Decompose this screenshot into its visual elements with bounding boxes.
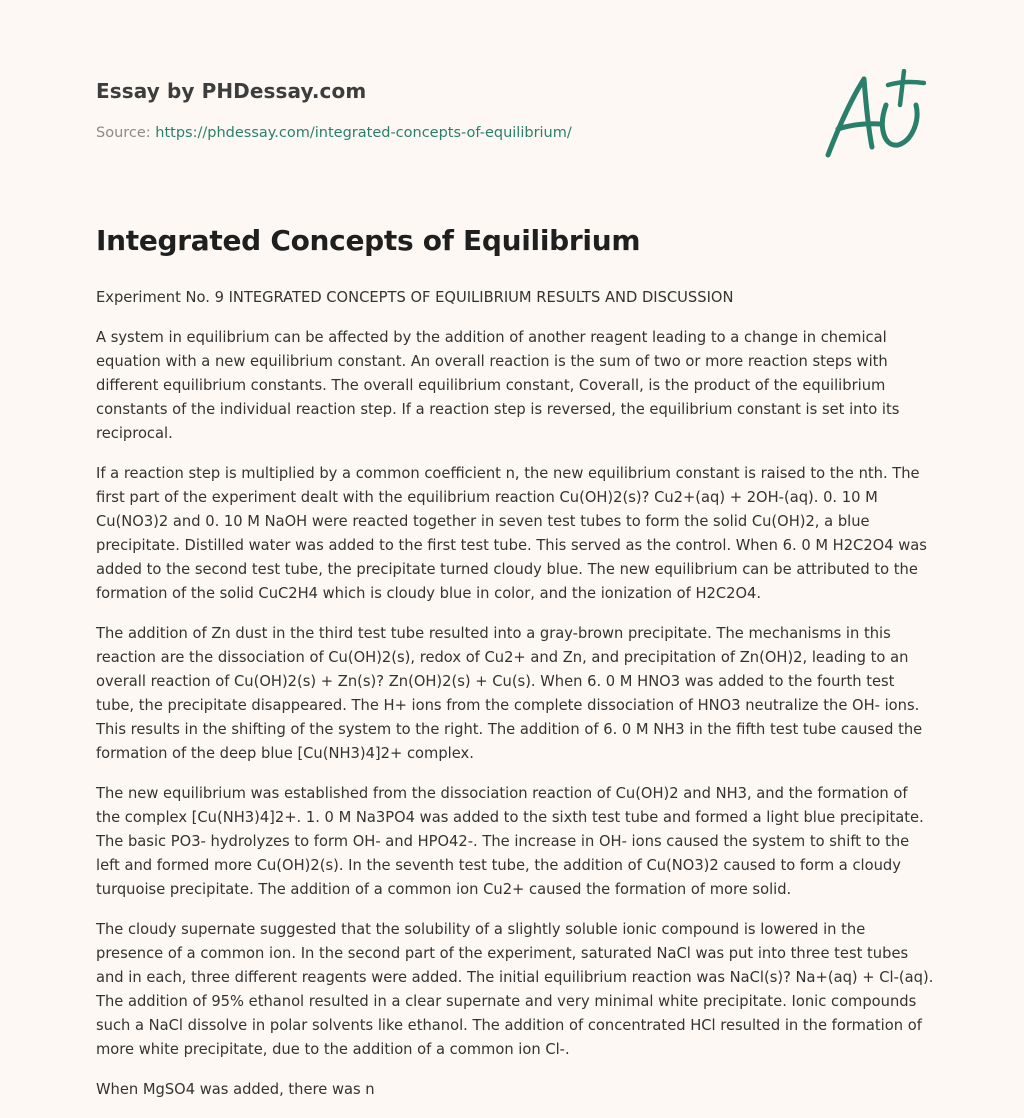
- paragraph: The addition of Zn dust in the third test tube resulted into a gray-brown precipitate. The mechanisms in this reaction are the dissociation of Cu(OH)2(s), redox of Cu2+ and Zn, and precipitation of Zn(OH)2, leading to an overall reaction of Cu(OH)2(s) + Zn(s)? Zn(OH)2(s) + Cu(s). When 6. 0 M HNO3 was added to the fourth test tube, the precipitate disappeared. The H+ ions from the complete dissociation of HNO3 neutralize the OH- ions. This results in the shifting of the system to the right. The addition of 6. 0 M NH3 in the fifth test tube caused the formation of the deep blue [Cu(NH3)4]2+ complex.: [96, 625, 923, 762]
- page-header: [96, 72, 928, 182]
- paragraph: If a reaction step is multiplied by a common coefficient n, the new equilibrium constant is raised to the nth. The first part of the experiment dealt with the equilibrium reaction Cu(OH)2(s)? Cu2+(aq) + 2OH-(aq). 0. 10 M Cu(NO3)2 and 0. 10 M NaOH were reacted together in seven test tubes to form the solid Cu(OH)2, a blue precipitate. Distilled water was added to the first test tube. This served as the control. When 6. 0 M H2C2O4 was added to the second test tube, the precipitate turned cloudy blue. The new equilibrium can be attributed to the formation of the solid CuC2H4 which is cloudy blue in color, and the ionization of H2C2O4.: [96, 465, 927, 602]
- paragraph: A system in equilibrium can be affected by the addition of another reagent leading to a change in chemical equation with a new equilibrium constant. An overall reaction is the sum of two or more reaction steps with different equilibrium constants. The overall equilibrium constant, Coverall, is the product of the equilibrium constants of the individual reaction step. If a reaction step is reversed, the equilibrium constant is set into its reciprocal.: [96, 329, 900, 442]
- article-body: [96, 286, 934, 1118]
- paragraph: Experiment No. 9 INTEGRATED CONCEPTS OF EQUILIBRIUM RESULTS AND DISCUSSION: [96, 289, 734, 306]
- paragraph: When MgSO4 was added, there was n: [96, 1081, 375, 1098]
- page-title: Integrated Concepts of Equilibrium: [96, 224, 641, 257]
- paragraph: The cloudy supernate suggested that the solubility of a slightly soluble ionic compound is lowered in the presence of a common ion. In the second part of the experiment, saturated NaCl was put into three test tubes and in each, three different reagents were added. The initial equilibrium reaction was NaCl(s)? Na+(aq) + Cl-(aq). The addition of 95% ethanol resulted in a clear supernate and very minimal white precipitate. Ionic compounds such a NaCl dissolve in polar solvents like ethanol. The addition of concentrated HCl resulted in the formation of more white precipitate, due to the addition of a common ion Cl-.: [96, 921, 934, 1058]
- brand-title: Essay by PHDessay.com: [96, 79, 367, 103]
- source-label: Source:: [96, 125, 156, 141]
- source-line: [96, 125, 572, 141]
- a-plus-logo-icon: [824, 69, 926, 165]
- paragraph: The new equilibrium was established from the dissociation reaction of Cu(OH)2 and NH3, and the formation of the complex [Cu(NH3)4]2+. 1. 0 M Na3PO4 was added to the sixth test tube and formed a light blue precipitate. The basic PO3- hydrolyzes to form OH- and HPO42-. The increase in OH- ions caused the system to shift to the left and formed more Cu(OH)2(s). In the seventh test tube, the addition of Cu(NO3)2 caused to form a cloudy turquoise precipitate. The addition of a common ion Cu2+ caused the formation of more solid.: [96, 785, 924, 898]
- source-link[interactable]: https://phdessay.com/integrated-concepts-of-equilibrium/: [155, 125, 572, 141]
